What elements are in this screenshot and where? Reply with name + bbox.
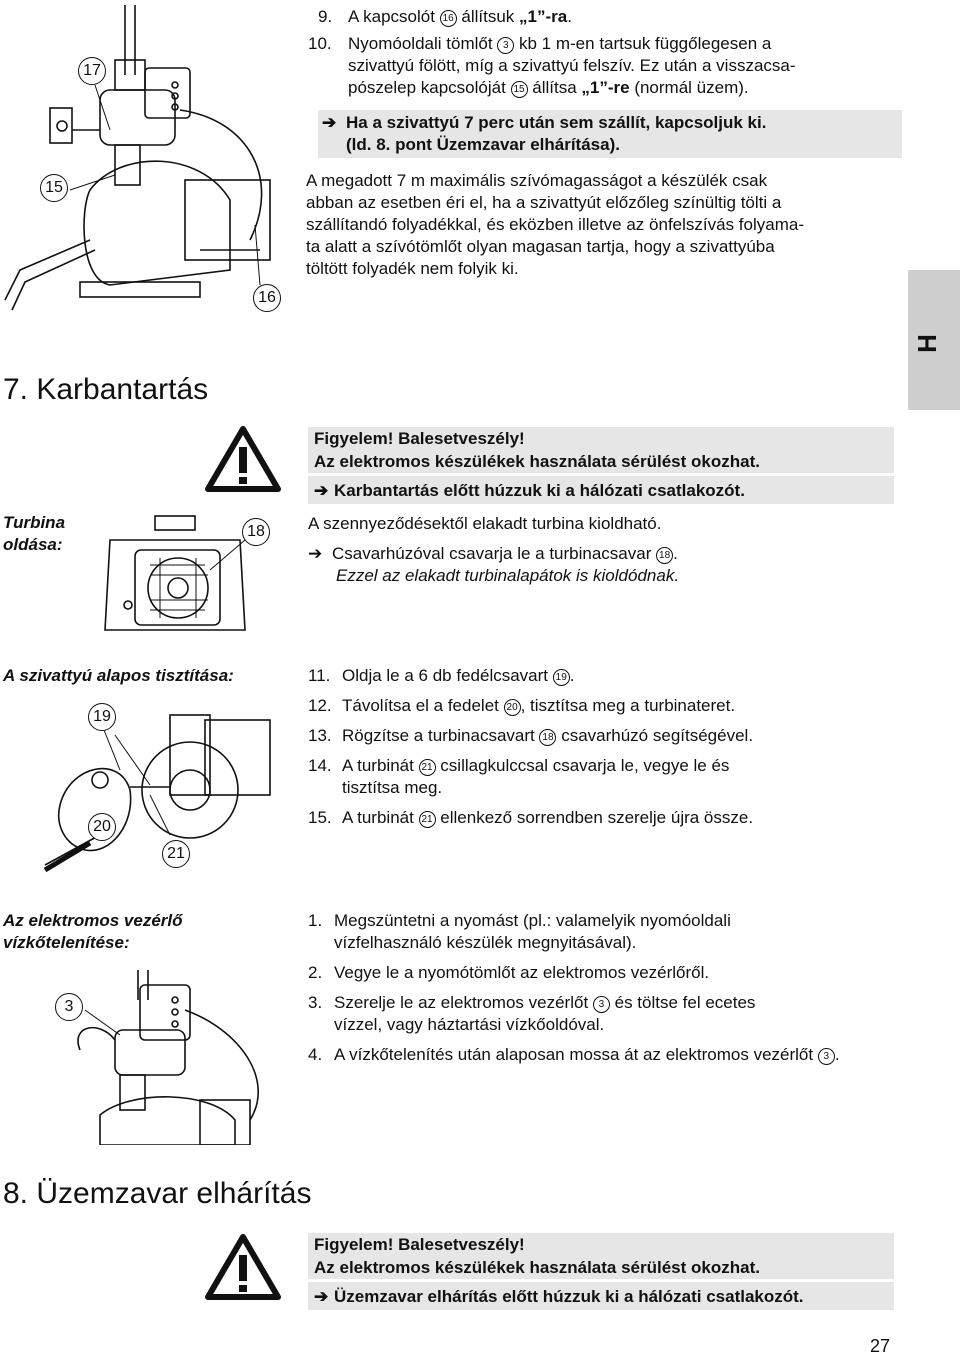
- warning-icon: [205, 425, 281, 493]
- list-item: 12. Távolítsa el a fedelet 20 , tisztítsa meg a turbinateret.: [308, 696, 736, 715]
- callout-3: 3: [55, 993, 83, 1021]
- language-tab: H: [908, 270, 960, 410]
- warning-block-7: Figyelem! Balesetveszély! Az elektromos készülékek használata sérülést okozhat. ➔ Karbantartás előtt húzzuk ki a hálózati csatlakozót.: [308, 427, 894, 504]
- pump-open-illustration: [30, 695, 280, 895]
- pump-front-illustration: [100, 510, 260, 640]
- callout-18: 18: [242, 518, 270, 546]
- callout-16: 16: [253, 284, 281, 312]
- section-7-title: 7. Karbantartás: [3, 373, 209, 406]
- list-item: 2. Vegye le a nyomótömlőt az elektromos vezérlőről.: [308, 963, 710, 982]
- pump-illustration-top: [0, 0, 300, 320]
- list-item: 4. A vízkőtelenítés után alaposan mossa át az elektromos vezérlőt 3 .: [308, 1045, 840, 1064]
- warning-icon: [205, 1233, 281, 1301]
- list-item: 3. Szerelje le az elektromos vezérlőt 3 és töltse fel ecetes vízzel, vagy háztartási vízkőoldóval.: [308, 993, 756, 1034]
- step-9: 9. A kapcsolót 16 állítsuk „1”-ra.: [318, 7, 572, 26]
- arrow-icon: ➔: [314, 1287, 329, 1306]
- step-10: 10. Nyomóoldali tömlőt 3 kb 1 m-en tartsuk függőlegesen a szivattyú fölött, míg a szivattyú felszív. Ez után a visszacsa- pószelep kapcsolóját 15 állítsa „1”-re (normál üzem).: [308, 34, 796, 97]
- list-item: 15. A turbinát 21 ellenkező sorrendben szerelje újra össze.: [308, 808, 754, 827]
- callout-21: 21: [162, 840, 190, 868]
- list-item: 13. Rögzítse a turbinacsavart 18 csavarhúzó segítségével.: [308, 726, 754, 745]
- list-item: 1. Megszüntetni a nyomást (pl.: valamelyik nyomóoldali vízfelhasználó készülék megnyitásával).: [308, 911, 731, 952]
- turbina-text: A szennyeződésektől elakadt turbina kioldható. ➔ Csavarhúzóval csavarja le a turbinacsavar 18 . Ezzel az elakadt turbinalapátok is kioldódnak.: [308, 514, 680, 585]
- warning-block-8: Figyelem! Balesetveszély! Az elektromos készülékek használata sérülést okozhat. ➔ Üzemzavar elhárítás előtt húzzuk ki a hálózati csatlakozót.: [308, 1233, 894, 1310]
- callout-17: 17: [78, 57, 106, 85]
- descaling-steps: [308, 910, 908, 1066]
- cleaning-label: A szivattyú alapos tisztítása:: [3, 666, 234, 685]
- ref-16: 16: [440, 10, 457, 27]
- controller-illustration: [60, 970, 280, 1145]
- arrow-icon: ➔: [314, 481, 329, 500]
- callout-19: 19: [88, 703, 116, 731]
- list-item: 14. A turbinát 21 csillagkulccsal csavarja le, vegye le és tisztítsa meg.: [308, 756, 730, 797]
- list-item: 11. Oldja le a 6 db fedélcsavart 19 .: [308, 666, 575, 685]
- cleaning-steps: [308, 665, 908, 829]
- section-8-title: 8. Üzemzavar elhárítás: [3, 1177, 312, 1210]
- intro-paragraph: A megadott 7 m maximális szívómagasságot a készülék csak abban az esetben éri el, ha a szivattyút előzőleg színültig tölti a szállítandó folyadékkal, és eközben illetve az önfelszívás folyama- ta alatt a szívótömlőt olyan magasan tartja, hogy a szivattyúba töltött folyadék nem folyik ki.: [306, 171, 804, 278]
- arrow-icon: ➔: [308, 544, 323, 563]
- callout-20: 20: [88, 813, 116, 841]
- descaling-label: Az elektromos vezérlő vízkőtelenítése:: [3, 911, 183, 952]
- page-number: 27: [870, 1336, 891, 1356]
- arrow-icon: ➔: [322, 113, 337, 132]
- callout-15: 15: [40, 174, 68, 202]
- tip-box-top: ➔ Ha a szivattyú 7 perc után sem szállít, kapcsoljuk ki. (ld. 8. pont Üzemzavar elhárítása).: [318, 110, 902, 158]
- turbina-label: Turbina oldása:: [3, 513, 66, 554]
